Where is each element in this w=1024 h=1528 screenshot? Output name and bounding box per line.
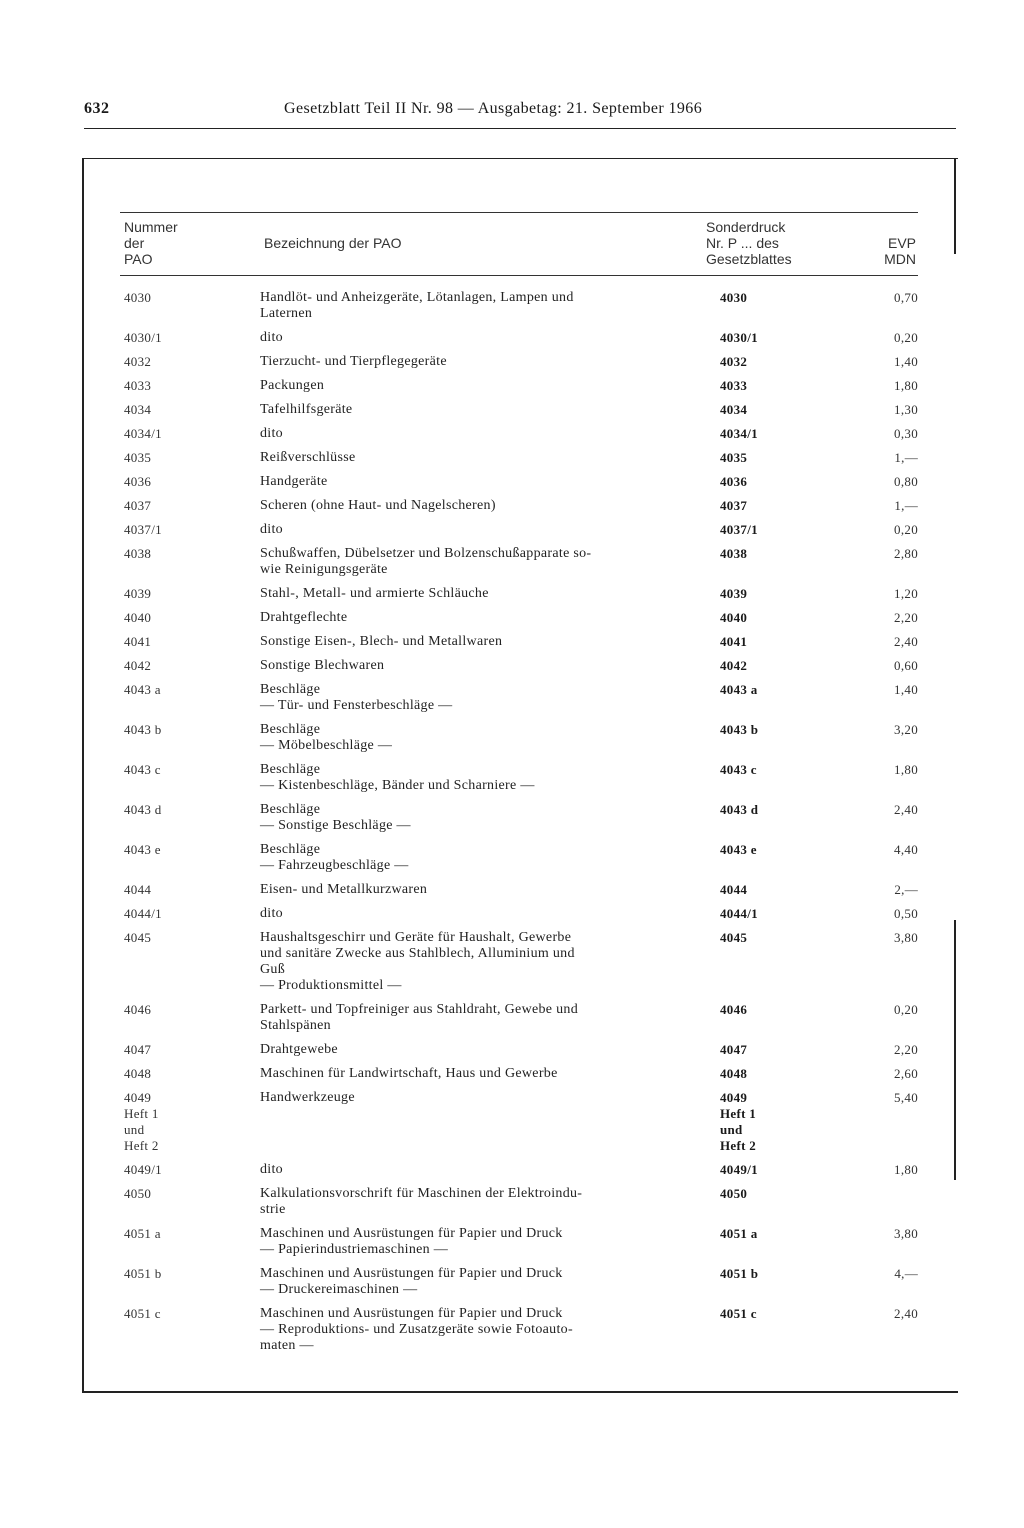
sonderdruck-number — [708, 658, 828, 674]
table-row — [120, 290, 918, 322]
pao-description-line: strie — [260, 1202, 286, 1217]
evp-price: 1,80 — [894, 1162, 918, 1177]
table-row — [120, 634, 918, 650]
sonderdruck-number-line: 4049/1 — [720, 1162, 758, 1177]
pao-number-line: 4048 — [124, 1066, 152, 1081]
pao-number-line: 4033 — [124, 378, 152, 393]
table-row — [120, 930, 918, 994]
pao-description-line: Stahl-, Metall- und armierte Schläuche — [260, 586, 489, 601]
sonderdruck-number — [708, 1002, 828, 1034]
pao-description-line: Handwerkzeuge — [260, 1090, 355, 1105]
header-description: Bezeichnung der PAO — [264, 235, 402, 251]
pao-description — [260, 426, 708, 442]
pao-description — [260, 842, 708, 874]
sonderdruck-number-line: 4043 b — [720, 722, 759, 737]
evp-price: 3,80 — [894, 1226, 918, 1241]
pao-description-line: Haushaltsgeschirr und Geräte für Haushalt, Gewerbe — [260, 930, 572, 945]
pao-description-line: Packungen — [260, 378, 325, 393]
evp-price: 0,20 — [894, 522, 918, 537]
table-row — [120, 610, 918, 626]
pao-number-line: 4030/1 — [124, 330, 162, 345]
pao-description-line: Kalkulationsvorschrift für Maschinen der Elektroindu- — [260, 1186, 583, 1201]
sonderdruck-number — [708, 546, 828, 578]
sonderdruck-number-line: Heft 1 — [720, 1106, 757, 1121]
sonderdruck-number — [708, 1090, 828, 1154]
pao-number — [120, 426, 260, 442]
sonderdruck-number — [708, 1306, 828, 1354]
header-number — [124, 219, 178, 267]
sonderdruck-number — [708, 634, 828, 650]
pao-description-line: Beschläge — [260, 682, 321, 697]
header-line: Nr. P ... des — [706, 235, 779, 251]
header-line: Sonderdruck — [706, 219, 786, 235]
pao-number — [120, 634, 260, 650]
pao-description — [260, 1266, 708, 1298]
pao-number — [120, 498, 260, 514]
table-row — [120, 402, 918, 418]
pao-number — [120, 1090, 260, 1154]
pao-description — [260, 586, 708, 602]
pao-description-line: Drahtgeflechte — [260, 610, 348, 625]
sonderdruck-number — [708, 1266, 828, 1298]
table-row — [120, 426, 918, 442]
evp-price: 2,20 — [894, 1042, 918, 1057]
sonderdruck-number-line: 4044/1 — [720, 906, 758, 921]
sonderdruck-number — [708, 1162, 828, 1178]
evp-price: 1,20 — [894, 586, 918, 601]
table-row — [120, 1090, 918, 1154]
pao-description-line: Maschinen und Ausrüstungen für Papier und Druck — [260, 1266, 563, 1281]
page-number: 632 — [84, 100, 110, 117]
pao-number-line: 4043 e — [124, 842, 161, 857]
sonderdruck-number — [708, 450, 828, 466]
pao-description-line: Beschläge — [260, 842, 321, 857]
sonderdruck-number — [708, 498, 828, 514]
pao-description-line: Beschläge — [260, 802, 321, 817]
pao-description — [260, 1042, 708, 1058]
sonderdruck-number-line: 4030 — [720, 290, 748, 305]
pao-description-line: wie Reinigungsgeräte — [260, 562, 388, 577]
pao-description — [260, 1066, 708, 1082]
pao-number — [120, 1002, 260, 1034]
pao-number — [120, 1066, 260, 1082]
pao-description — [260, 330, 708, 346]
pao-number — [120, 882, 260, 898]
pao-description — [260, 450, 708, 466]
pao-number-line: 4030 — [124, 290, 152, 305]
header-reference — [706, 219, 792, 267]
sonderdruck-number-line: 4050 — [720, 1186, 748, 1201]
pao-number-line: 4051 c — [124, 1306, 161, 1321]
evp-price — [828, 1186, 918, 1218]
evp-price: 1,— — [894, 498, 918, 513]
pao-description-line: dito — [260, 906, 283, 921]
pao-description-line: Guß — [260, 962, 286, 977]
sonderdruck-number — [708, 1066, 828, 1082]
sonderdruck-number-line: 4032 — [720, 354, 748, 369]
header-line: MDN — [884, 251, 916, 267]
table-row — [120, 682, 918, 714]
pao-description-line: Scheren (ohne Haut- und Nagelscheren) — [260, 498, 496, 513]
page-header — [84, 96, 956, 129]
pao-description-line: Maschinen und Ausrüstungen für Papier und Druck — [260, 1226, 563, 1241]
evp-price: 1,40 — [894, 354, 918, 369]
pao-number-line: 4037/1 — [124, 522, 162, 537]
pao-description — [260, 290, 708, 322]
table-row — [120, 546, 918, 578]
pao-number — [120, 402, 260, 418]
pao-number-line: 4046 — [124, 1002, 152, 1017]
evp-price: 0,70 — [894, 290, 918, 305]
pao-description — [260, 682, 708, 714]
header-price — [884, 235, 916, 267]
sonderdruck-number-line: 4047 — [720, 1042, 748, 1057]
pao-number-line: 4043 b — [124, 722, 162, 737]
sonderdruck-number-line: 4035 — [720, 450, 748, 465]
sonderdruck-number — [708, 354, 828, 370]
pao-description-line: Reißverschlüsse — [260, 450, 356, 465]
pao-number-line: 4049/1 — [124, 1162, 162, 1177]
pao-description-line: — Papierindustriemaschinen — — [260, 1242, 449, 1257]
sonderdruck-number-line: 4034 — [720, 402, 748, 417]
pao-description-line: — Möbelbeschläge — — [260, 738, 393, 753]
sonderdruck-number — [708, 1186, 828, 1218]
sonderdruck-number — [708, 522, 828, 538]
pao-description-line: dito — [260, 522, 283, 537]
pao-number-line: 4034/1 — [124, 426, 162, 441]
pao-number — [120, 474, 260, 490]
pao-number-line: 4051 a — [124, 1226, 161, 1241]
pao-description-line: — Kistenbeschläge, Bänder und Scharniere — — [260, 778, 535, 793]
evp-price: 1,30 — [894, 402, 918, 417]
sonderdruck-number — [708, 1226, 828, 1258]
pao-number — [120, 1306, 260, 1354]
pao-number — [120, 930, 260, 994]
pao-description — [260, 802, 708, 834]
sonderdruck-number-line: 4043 a — [720, 682, 758, 697]
pao-number-line: 4032 — [124, 354, 152, 369]
header-line: Nummer — [124, 219, 178, 235]
evp-price: 4,— — [894, 1266, 918, 1281]
pao-number — [120, 762, 260, 794]
evp-price: 2,40 — [894, 802, 918, 817]
header-line: EVP — [887, 235, 916, 251]
pao-number-line: 4044 — [124, 882, 152, 897]
pao-number-line: 4037 — [124, 498, 152, 513]
pao-number-line: 4043 c — [124, 762, 161, 777]
sonderdruck-number — [708, 474, 828, 490]
pao-description — [260, 930, 708, 994]
table-row — [120, 522, 918, 538]
sonderdruck-number-line: 4048 — [720, 1066, 748, 1081]
evp-price: 0,80 — [894, 474, 918, 489]
evp-price: 0,30 — [894, 426, 918, 441]
sonderdruck-number-line: 4033 — [720, 378, 748, 393]
pao-number-line: 4042 — [124, 658, 152, 673]
pao-number-line: 4038 — [124, 546, 152, 561]
pao-description-line: Handlöt- und Anheizgeräte, Lötanlagen, Lampen und — [260, 290, 574, 305]
pao-description — [260, 1186, 708, 1218]
sonderdruck-number — [708, 802, 828, 834]
pao-number-line: 4035 — [124, 450, 152, 465]
pao-description-line: — Produktionsmittel — — [260, 978, 402, 993]
pao-description-line: — Druckereimaschinen — — [260, 1282, 418, 1297]
pao-description-line: Schußwaffen, Dübelsetzer und Bolzenschußapparate so- — [260, 546, 592, 561]
pao-number — [120, 586, 260, 602]
table-row — [120, 1226, 918, 1258]
pao-description-line: dito — [260, 426, 283, 441]
sonderdruck-number-line: 4051 b — [720, 1266, 759, 1281]
pao-description — [260, 762, 708, 794]
pao-number — [120, 906, 260, 922]
evp-price: 0,20 — [894, 1002, 918, 1017]
sonderdruck-number-line: 4043 e — [720, 842, 757, 857]
table-row — [120, 722, 918, 754]
sonderdruck-number — [708, 378, 828, 394]
pao-description-line: und sanitäre Zwecke aus Stahlblech, Alluminium und — [260, 946, 575, 961]
pao-description-line: Maschinen für Landwirtschaft, Haus und Gewerbe — [260, 1066, 558, 1081]
sonderdruck-number-line: 4049 — [720, 1090, 748, 1105]
pao-number — [120, 354, 260, 370]
pao-description-line: — Reproduktions- und Zusatzgeräte sowie Fotoauto- — [260, 1322, 573, 1337]
table-row — [120, 1042, 918, 1058]
sonderdruck-number — [708, 1042, 828, 1058]
pao-number — [120, 610, 260, 626]
evp-price: 2,60 — [894, 1066, 918, 1081]
table-row — [120, 330, 918, 346]
sonderdruck-number — [708, 610, 828, 626]
pao-description — [260, 1306, 708, 1354]
pao-description — [260, 722, 708, 754]
pao-description — [260, 354, 708, 370]
table-row — [120, 1162, 918, 1178]
table-row — [120, 906, 918, 922]
sonderdruck-number-line: 4034/1 — [720, 426, 758, 441]
evp-price: 1,80 — [894, 762, 918, 777]
pao-number-line: 4039 — [124, 586, 152, 601]
pao-number-line: 4047 — [124, 1042, 152, 1057]
header-line: PAO — [124, 251, 153, 267]
pao-description — [260, 610, 708, 626]
table-row — [120, 658, 918, 674]
sonderdruck-number-line: 4042 — [720, 658, 748, 673]
table-row — [120, 450, 918, 466]
pao-number — [120, 546, 260, 578]
pao-number-line: und — [124, 1122, 145, 1137]
sonderdruck-number-line: 4046 — [720, 1002, 748, 1017]
pao-description-line: — Tür- und Fensterbeschläge — — [260, 698, 453, 713]
sonderdruck-number — [708, 762, 828, 794]
pao-number — [120, 658, 260, 674]
sonderdruck-number — [708, 906, 828, 922]
table-row — [120, 474, 918, 490]
pao-number — [120, 330, 260, 346]
table-row — [120, 802, 918, 834]
pao-number — [120, 722, 260, 754]
pao-description-line: maten — — [260, 1338, 314, 1353]
pao-description — [260, 546, 708, 578]
pao-number — [120, 378, 260, 394]
pao-number-line: 4044/1 — [124, 906, 162, 921]
evp-price: 1,40 — [894, 682, 918, 697]
table-row — [120, 1066, 918, 1082]
table-row — [120, 1266, 918, 1298]
pao-description — [260, 658, 708, 674]
sonderdruck-number-line: 4044 — [720, 882, 748, 897]
pao-number — [120, 522, 260, 538]
evp-price: 0,60 — [894, 658, 918, 673]
pao-description-line: — Sonstige Beschläge — — [260, 818, 411, 833]
pao-description-line: dito — [260, 1162, 283, 1177]
sonderdruck-number — [708, 930, 828, 994]
pao-description-line: Parkett- und Topfreiniger aus Stahldraht, Gewebe und — [260, 1002, 579, 1017]
sonderdruck-number-line: 4041 — [720, 634, 748, 649]
sonderdruck-number-line: 4045 — [720, 930, 748, 945]
sonderdruck-number — [708, 682, 828, 714]
sonderdruck-number-line: 4036 — [720, 474, 748, 489]
evp-price: 2,80 — [894, 546, 918, 561]
sonderdruck-number — [708, 842, 828, 874]
pao-number-line: 4051 b — [124, 1266, 162, 1281]
pao-description — [260, 1162, 708, 1178]
pao-description-line: Drahtgewebe — [260, 1042, 338, 1057]
evp-price: 0,50 — [894, 906, 918, 921]
evp-price: 2,40 — [894, 1306, 918, 1321]
evp-price: 5,40 — [894, 1090, 918, 1105]
pao-description-line: Sonstige Eisen-, Blech- und Metallwaren — [260, 634, 503, 649]
sonderdruck-number-line: 4037 — [720, 498, 748, 513]
frame-edge — [954, 920, 956, 1180]
sonderdruck-number-line: Heft 2 — [720, 1138, 757, 1153]
pao-description-line: Sonstige Blechwaren — [260, 658, 385, 673]
pao-number-line: 4049 — [124, 1090, 152, 1105]
sonderdruck-number — [708, 722, 828, 754]
table-row — [120, 762, 918, 794]
sonderdruck-number-line: 4051 c — [720, 1306, 757, 1321]
sonderdruck-number-line: 4037/1 — [720, 522, 758, 537]
sonderdruck-number-line: 4039 — [720, 586, 748, 601]
pao-description — [260, 402, 708, 418]
table-header — [120, 212, 918, 276]
table-body — [120, 290, 918, 1362]
pao-description-line: dito — [260, 330, 283, 345]
page-title: Gesetzblatt Teil II Nr. 98 — Ausgabetag: 21. September 1966 — [284, 100, 703, 117]
pao-number — [120, 682, 260, 714]
sonderdruck-number — [708, 882, 828, 898]
pao-number-line: 4050 — [124, 1186, 152, 1201]
table-row — [120, 1306, 918, 1354]
sonderdruck-number — [708, 330, 828, 346]
pao-number — [120, 842, 260, 874]
pao-description-line: Handgeräte — [260, 474, 328, 489]
pao-number — [120, 290, 260, 322]
pao-description-line: Tierzucht- und Tierpflegegeräte — [260, 354, 447, 369]
table-row — [120, 1002, 918, 1034]
pao-number-line: 4040 — [124, 610, 152, 625]
pao-number — [120, 1226, 260, 1258]
pao-number-line: 4041 — [124, 634, 152, 649]
sonderdruck-number — [708, 586, 828, 602]
pao-description — [260, 1226, 708, 1258]
sonderdruck-number-line: 4040 — [720, 610, 748, 625]
header-line: der — [124, 235, 145, 251]
pao-number-line: 4034 — [124, 402, 152, 417]
pao-description — [260, 474, 708, 490]
pao-description-line: Beschläge — [260, 762, 321, 777]
sonderdruck-number-line: 4043 c — [720, 762, 757, 777]
pao-number — [120, 1266, 260, 1298]
pao-number — [120, 450, 260, 466]
pao-description-line: Beschläge — [260, 722, 321, 737]
pao-number — [120, 802, 260, 834]
pao-description-line: Eisen- und Metallkurzwaren — [260, 882, 428, 897]
evp-price: 1,— — [894, 450, 918, 465]
pao-description — [260, 1090, 708, 1154]
table-row — [120, 882, 918, 898]
pao-description — [260, 634, 708, 650]
pao-number-line: Heft 2 — [124, 1138, 159, 1153]
sonderdruck-number-line: 4051 a — [720, 1226, 758, 1241]
pao-number-line: 4043 d — [124, 802, 162, 817]
pao-number-line: 4043 a — [124, 682, 161, 697]
sonderdruck-number-line: und — [720, 1122, 743, 1137]
pao-description — [260, 1002, 708, 1034]
sonderdruck-number — [708, 402, 828, 418]
pao-description — [260, 378, 708, 394]
pao-description-line: — Fahrzeugbeschläge — — [260, 858, 409, 873]
pao-description — [260, 522, 708, 538]
pao-description — [260, 882, 708, 898]
sonderdruck-number-line: 4038 — [720, 546, 748, 561]
pao-number — [120, 1186, 260, 1218]
header-line: Gesetzblattes — [706, 251, 792, 267]
pao-description-line: Tafelhilfsgeräte — [260, 402, 353, 417]
pao-description — [260, 498, 708, 514]
table-row — [120, 1186, 918, 1218]
pao-description-line: Laternen — [260, 306, 313, 321]
pao-number-line: 4036 — [124, 474, 152, 489]
pao-description — [260, 906, 708, 922]
pao-description-line: Stahlspänen — [260, 1018, 331, 1033]
evp-price: 4,40 — [894, 842, 918, 857]
pao-number-line: 4045 — [124, 930, 152, 945]
pao-description-line: Maschinen und Ausrüstungen für Papier und Druck — [260, 1306, 563, 1321]
table-row — [120, 378, 918, 394]
evp-price: 0,20 — [894, 330, 918, 345]
sonderdruck-number-line: 4030/1 — [720, 330, 758, 345]
pao-number — [120, 1162, 260, 1178]
sonderdruck-number-line: 4043 d — [720, 802, 759, 817]
pao-number — [120, 1042, 260, 1058]
evp-price: 1,80 — [894, 378, 918, 393]
frame-edge — [954, 158, 956, 254]
sonderdruck-number — [708, 290, 828, 322]
evp-price: 2,20 — [894, 610, 918, 625]
evp-price: 2,— — [894, 882, 918, 897]
table-row — [120, 498, 918, 514]
evp-price: 3,80 — [894, 930, 918, 945]
table-row — [120, 354, 918, 370]
evp-price: 2,40 — [894, 634, 918, 649]
table-row — [120, 586, 918, 602]
evp-price: 3,20 — [894, 722, 918, 737]
pao-number-line: Heft 1 — [124, 1106, 159, 1121]
table-row — [120, 842, 918, 874]
sonderdruck-number — [708, 426, 828, 442]
